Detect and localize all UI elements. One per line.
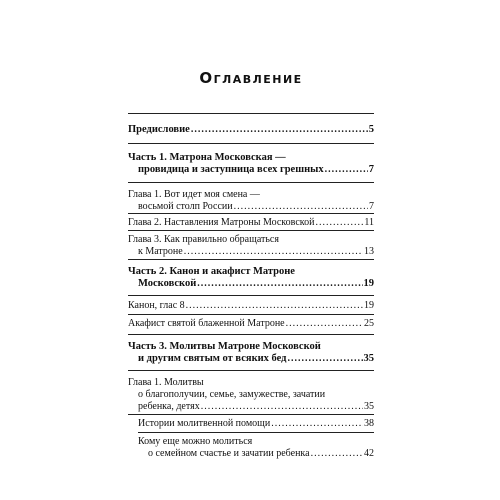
toc-entry-part1[interactable] [128, 152, 374, 176]
divider [128, 334, 374, 335]
toc-page-number: 35 [363, 353, 374, 364]
toc-entry-title: Глава 2. Наставления Матроны Московской [128, 217, 315, 228]
toc-page-number: 5 [368, 124, 374, 135]
divider [128, 182, 374, 183]
toc-page-number: 35 [364, 401, 374, 412]
toc-entry-title: Глава 1. Молитвы [128, 377, 204, 388]
leader-dots [234, 201, 368, 213]
leader-dots [286, 318, 363, 330]
toc-entry-title-cont: ребенка, детях [138, 401, 200, 412]
divider [128, 259, 374, 260]
divider [128, 414, 374, 415]
toc-entry-whom[interactable] [128, 436, 374, 460]
toc-entry-title-cont: восьмой столп России [138, 201, 233, 212]
page-title: Оглавление [199, 69, 303, 87]
toc-page-number: 42 [364, 448, 374, 459]
toc-entry-title: Глава 3. Как правильно обращаться [128, 234, 279, 245]
toc-entry-part3-ch1[interactable] [128, 377, 374, 413]
leader-dots [271, 418, 363, 430]
toc-entry-part1-ch2[interactable] [128, 217, 374, 229]
toc-entry-title: Акафист святой блаженной Матроне [128, 318, 285, 329]
divider [128, 143, 374, 144]
toc-entry-title-cont: о семейном счастье и зачатии ребенка [148, 448, 310, 459]
toc-page-number: 25 [364, 318, 374, 329]
leader-dots [315, 217, 363, 229]
toc-entry-canon[interactable] [128, 300, 374, 312]
toc-page-number: 11 [364, 217, 374, 228]
leader-dots [311, 448, 363, 460]
toc-entry-title: Канон, глас 8 [128, 300, 185, 311]
toc-entry-title: Глава 1. Вот идет моя смена — [128, 189, 260, 200]
leader-dots [191, 124, 368, 136]
toc-entry-title-cont: и другим святым от всяких бед [138, 353, 287, 364]
toc-entry-title: Истории молитвенной помощи [138, 418, 271, 429]
divider [128, 213, 374, 214]
toc-entry-title-cont: Московской [138, 278, 197, 289]
leader-dots [186, 300, 363, 312]
divider [128, 370, 374, 371]
divider [138, 432, 374, 433]
toc-entry-title-cont: к Матроне [138, 246, 183, 257]
toc-page-number: 13 [364, 246, 374, 257]
toc-entry-title: Часть 3. Молитвы Матроне Московской [128, 341, 321, 352]
toc-entry-title-cont: о благополучии, семье, замужестве, зачатии [138, 389, 326, 400]
toc-page-number: 7 [368, 164, 374, 175]
toc-entry-part1-ch3[interactable] [128, 234, 374, 258]
toc-entry-title: Часть 2. Канон и акафист Матроне [128, 266, 295, 277]
toc-page-number: 7 [369, 201, 374, 212]
toc-entry-title: Часть 1. Матрона Московская — [128, 152, 286, 163]
divider [128, 113, 374, 114]
toc-page-number: 19 [364, 300, 374, 311]
toc-page-number: 38 [364, 418, 374, 429]
toc-entry-stories[interactable] [128, 418, 374, 430]
leader-dots [201, 401, 363, 413]
divider [128, 230, 374, 231]
toc-entry-part2[interactable] [128, 266, 374, 290]
toc-entry-akathist[interactable] [128, 318, 374, 330]
leader-dots [184, 246, 363, 258]
toc-entry-part1-ch1[interactable] [128, 189, 374, 213]
leader-dots [325, 164, 368, 176]
toc-entry-title-cont: провидица и заступница всех грешных [138, 164, 324, 175]
toc-page-number: 19 [363, 278, 374, 289]
leader-dots [288, 353, 363, 365]
toc-entry-title: Кому еще можно молиться [138, 436, 253, 447]
divider [128, 314, 374, 315]
toc-page [128, 0, 374, 500]
toc-entry-preface[interactable] [128, 124, 374, 136]
leader-dots [197, 278, 362, 290]
toc-entry-title: Предисловие [128, 124, 190, 135]
toc-entry-part3[interactable] [128, 341, 374, 365]
divider [128, 295, 374, 296]
